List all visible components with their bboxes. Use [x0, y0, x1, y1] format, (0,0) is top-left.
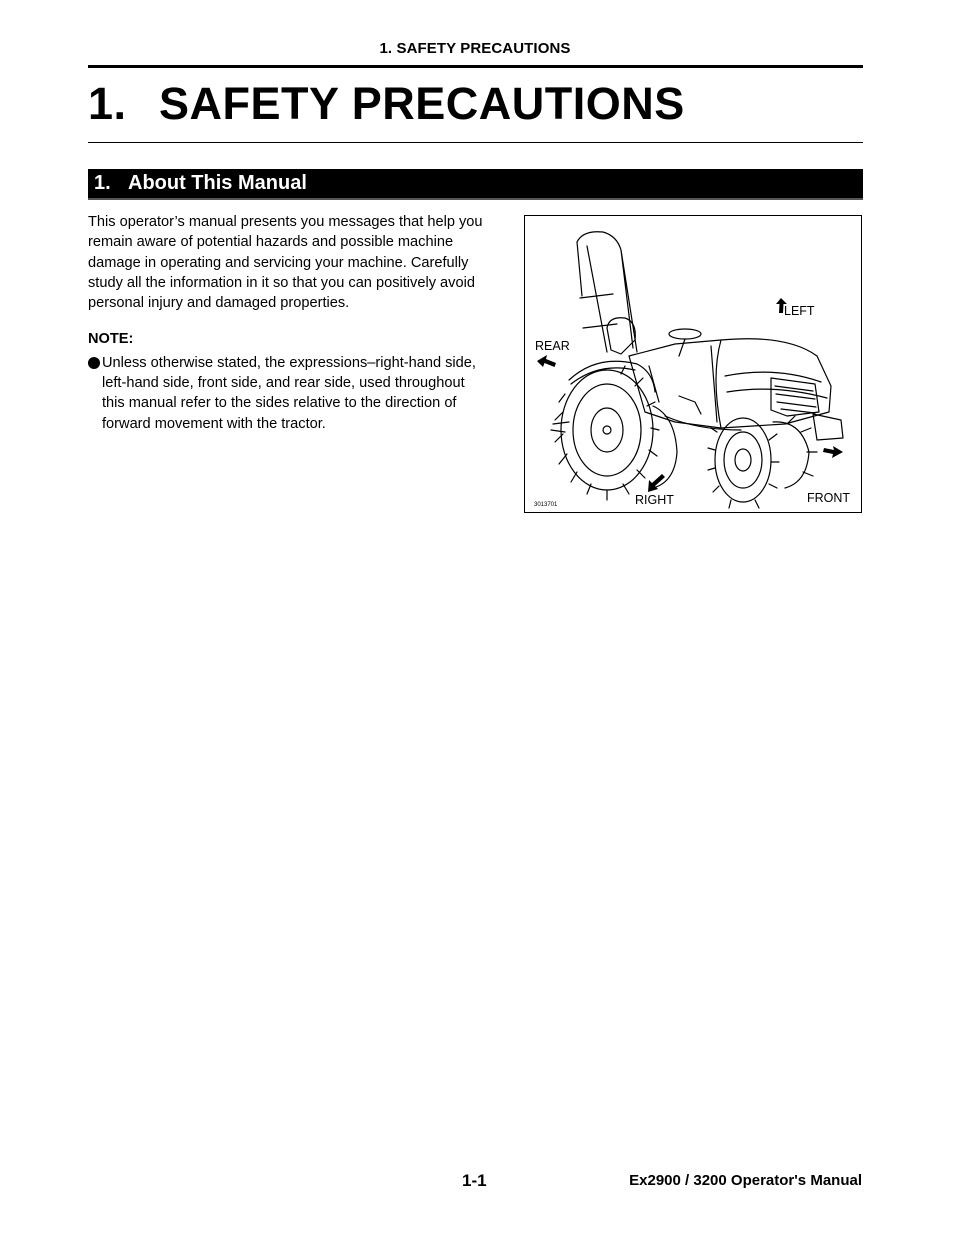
body-text [88, 212, 488, 434]
page-number: 1-1 [462, 1171, 487, 1190]
section-title: About This Manual [128, 172, 307, 194]
chapter-title [88, 76, 685, 132]
chapter-title-text: SAFETY PRECAUTIONS [159, 78, 685, 129]
label-rear: REAR [535, 339, 570, 353]
label-front: FRONT [807, 491, 851, 505]
label-left: LEFT [784, 304, 815, 318]
note-bullet-text: Unless otherwise stated, the expressions–right-hand side, left-hand side, front side, and rear side, used throughout this manual refer to the sides relative to the direction of forward movement with the tractor. [102, 354, 476, 432]
tractor-figure [524, 215, 862, 513]
label-right: RIGHT [635, 493, 674, 507]
tractor-illustration [525, 216, 861, 512]
section-number: 1. [94, 172, 111, 194]
bullet-icon [88, 357, 100, 369]
header-rule [88, 65, 863, 68]
chapter-number: 1. [88, 78, 127, 129]
note-bullet-item [88, 353, 488, 434]
manual-title: Ex2900 / 3200 Operator's Manual [629, 1172, 862, 1189]
chapter-rule [88, 142, 863, 143]
arrow-rear-icon [537, 355, 556, 367]
arrow-front-icon [823, 446, 843, 458]
note-label: NOTE: [88, 331, 134, 348]
section-heading [88, 169, 863, 200]
running-header: 1. SAFETY PRECAUTIONS [379, 40, 571, 57]
figure-code: 3013701 [534, 502, 558, 508]
intro-paragraph: This operator’s manual presents you messages that help you remain aware of potential hazards and possible machine damage in operating and servicing your machine. Carefully study all the information in it so that you can positively avoid personal injury and damaged properties. [88, 214, 483, 312]
